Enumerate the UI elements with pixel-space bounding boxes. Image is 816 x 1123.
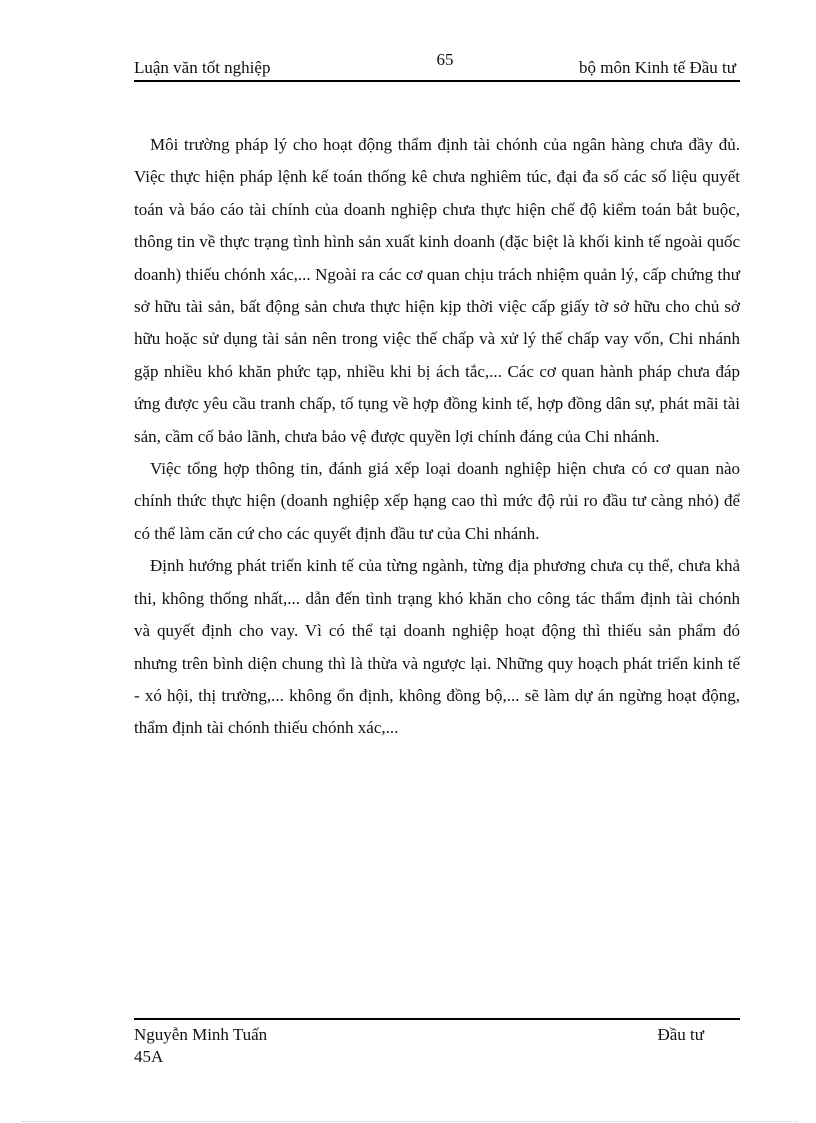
footer-department: Đầu tư [657, 1025, 704, 1044]
footer-class: 45A [134, 1047, 164, 1066]
footer-divider [134, 1018, 740, 1020]
page-header [134, 58, 740, 82]
document-body [134, 129, 740, 745]
header-thesis-title: Luận văn tốt nghiệp [134, 58, 271, 77]
paragraph-development-orientation: Định hướng phát triển kinh tế của từng ngành, từng địa phương chưa cụ thể, chưa khả thi, không thống nhất,... dẫn đến tình trạng khó khăn cho công tác thẩm định tài chónh và quyết định cho vay. Vì có thể tại doanh nghiệp hoạt động thì thiếu sản phẩm đó nhưng trên bình diện chung thì là thừa và ngược lại. Những quy hoạch phát triển kinh tế - xó hội, thị trường,... không ổn định, không đồng bộ,... sẽ làm dự án ngừng hoạt động, thẩm định tài chónh thiếu chónh xác,... [134, 556, 740, 738]
paragraph-legal-environment: Môi trường pháp lý cho hoạt động thẩm định tài chónh của ngân hàng chưa đầy đủ. Việc thực hiện pháp lệnh kế toán thống kê chưa nghiêm túc, đại đa số các số liệu quyết toán và báo cáo tài chính của doanh nghiệp chưa thực hiện chế độ kiểm toán bắt buộc, thông tin về thực trạng tình hình sản xuất kinh doanh (đặc biệt là khối kinh tế ngoài quốc doanh) thiếu chónh xác,... Ngoài ra các cơ quan chịu trách nhiệm quản lý, cấp chứng thư sở hữu tài sản, bất động sản chưa thực hiện kịp thời việc cấp giấy tờ sở hữu cho chủ sở hữu hoặc sử dụng tài sản nên trong việc thế chấp và xử lý thế chấp vay vốn, Chi nhánh gặp nhiều khó khăn phức tạp, nhiều khi bị ách tắc,... Các cơ quan hành pháp chưa đáp ứng được yêu cầu tranh chấp, tố tụng về hợp đồng kinh tế, hợp đồng dân sự, phát mãi tài sản, cầm cố bảo lãnh, chưa bảo vệ được quyền lợi chính đáng của Chi nhánh. [134, 135, 740, 446]
page-number: 65 [436, 50, 454, 69]
footer-author: Nguyễn Minh Tuấn [134, 1025, 268, 1044]
header-department: bộ môn Kinh tế Đầu tư [578, 58, 736, 77]
page-bottom-edge [22, 1121, 798, 1122]
paragraph-enterprise-rating: Việc tổng hợp thông tin, đánh giá xếp loại doanh nghiệp hiện chưa có cơ quan nào chính thức thực hiện (doanh nghiệp xếp hạng cao thì mức độ rủi ro đầu tư càng nhỏ) để có thể làm căn cứ cho các quyết định đầu tư của Chi nhánh. [134, 459, 740, 543]
